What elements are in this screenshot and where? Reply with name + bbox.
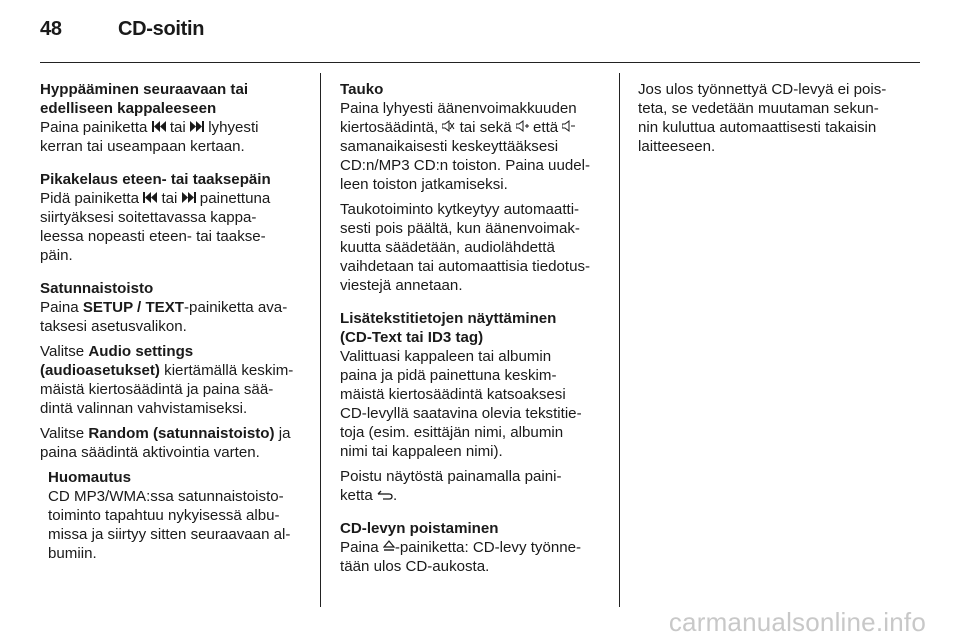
skip-forward-icon bbox=[190, 121, 204, 132]
section-fast-forward bbox=[40, 170, 308, 265]
section-heading: Pikakelaus eteen- tai taaksepäin bbox=[40, 171, 271, 188]
paragraph: Taukotoiminto kytkeytyy automaatti- sesti pois päältä, kun äänenvoimak- kuutta säädetään, audiolähdettä vaihdetaan tai automaattisia tiedotus- viestejä annetaan. bbox=[340, 201, 591, 294]
back-arrow-icon bbox=[377, 490, 393, 500]
paragraph: Jos ulos työnnettyä CD-levyä ei pois- teta, se vedetään muutaman sekun- nin kuluttua automaattisesti takaisin laitteeseen. bbox=[638, 81, 887, 155]
section-eject bbox=[340, 519, 608, 576]
paragraph: Poistu näytöstä painamalla paini- ketta . bbox=[340, 468, 562, 504]
section-heading: Lisätekstitietojen näyttäminen (CD-Text tai ID3 tag) bbox=[340, 310, 557, 346]
skip-back-icon bbox=[143, 192, 157, 203]
chapter-title: CD-soitin bbox=[118, 18, 205, 40]
section-heading: CD-levyn poistaminen bbox=[340, 520, 499, 537]
section-pause bbox=[340, 80, 608, 295]
column-2 bbox=[340, 80, 608, 576]
paragraph: Paina painiketta tai lyhyesti kerran tai useampaan kertaan. bbox=[40, 119, 259, 155]
paragraph: Valitse Audio settings (audioasetukset) kiertämällä keskim- mäistä kiertosäädintä ja paina sää- dintä valinnan vahvistamiseksi. bbox=[40, 343, 294, 417]
skip-back-icon bbox=[152, 121, 166, 132]
paragraph: Paina SETUP / TEXT-painiketta ava- taksesi asetusvalikon. bbox=[40, 299, 288, 335]
column-divider-1 bbox=[320, 73, 321, 607]
paragraph: Paina lyhyesti äänenvoimakkuuden kiertosäädintä, tai sekä että samanaikaisesti keskeyttääksesi CD:n/MP3 CD:n toiston. Paina uudel- leen toiston jatkamiseksi. bbox=[340, 100, 591, 193]
column-1 bbox=[40, 80, 308, 563]
section-heading: Tauko bbox=[340, 81, 384, 98]
paragraph: Valittuasi kappaleen tai albumin paina ja pidä painettuna keskim- mäistä kiertosäädintä katsoaksesi CD-levyllä saatavina olevia tekstitie- toja (esim. esittäjän nimi, albumin nimi tai kappaleen nimi). bbox=[340, 348, 582, 460]
speaker-mute-icon bbox=[442, 120, 455, 132]
paragraph: Valitse Random (satunnaistoisto) ja paina säädintä aktivointia varten. bbox=[40, 425, 291, 461]
volume-down-icon bbox=[562, 120, 575, 132]
section-cd-text bbox=[340, 309, 608, 505]
section-heading: Hyppääminen seuraavaan tai edelliseen kappaleeseen bbox=[40, 81, 249, 117]
volume-up-icon bbox=[516, 120, 529, 132]
note-heading: Huomautus bbox=[48, 469, 132, 486]
column-divider-2 bbox=[619, 73, 620, 607]
eject-icon bbox=[383, 540, 395, 552]
watermark: carmanualsonline.info bbox=[668, 607, 926, 637]
skip-forward-icon bbox=[182, 192, 196, 203]
column-3 bbox=[638, 80, 906, 156]
header-divider bbox=[40, 62, 920, 63]
section-track-skip bbox=[40, 80, 308, 156]
note-box: Huomautus CD MP3/WMA:ssa satunnaistoisto- toiminto tapahtuu nykyisessä albu- missa ja siirtyy sitten seuraavaan al- bumiin. bbox=[48, 468, 308, 563]
paragraph: Paina -painiketta: CD-levy työnne- tään ulos CD-aukosta. bbox=[340, 539, 582, 575]
page-number: 48 bbox=[40, 18, 62, 40]
section-random-play bbox=[40, 279, 308, 563]
paragraph: Pidä painiketta tai painettuna siirtyäksesi soitettavassa kappa- leessa nopeasti eteen- tai taakse- päin. bbox=[40, 190, 271, 264]
section-heading: Satunnaistoisto bbox=[40, 280, 154, 297]
